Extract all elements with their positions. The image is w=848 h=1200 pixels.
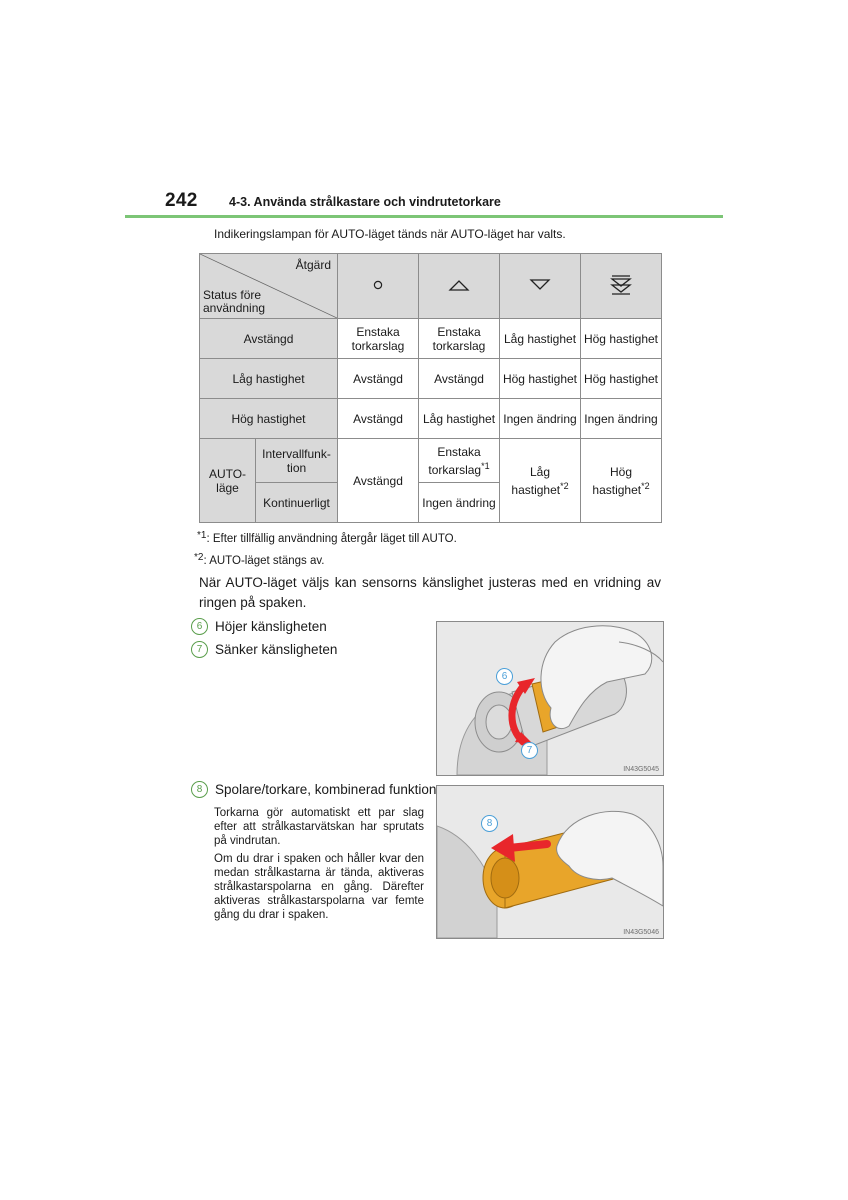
table-header-row: [200, 254, 662, 319]
table-cell: Hög hastighet: [581, 359, 662, 399]
up-symbol-header: [419, 254, 500, 319]
mist-symbol-header: [338, 254, 419, 319]
illustration-code: IN43G5046: [623, 929, 659, 936]
footnote-ref: *2: [560, 480, 569, 491]
table-cell: [581, 439, 662, 523]
table-cell: Ingen ändring: [581, 399, 662, 439]
list-item-text: Höjer känsligheten: [215, 619, 327, 634]
row-sublabel-interval: Intervallfunk-tion: [256, 439, 338, 483]
item8-paragraph-1: Torkarna gör automatiskt ett par slag efter att strålkastarvätskan har sprutats på vindrutan.: [214, 807, 424, 847]
number-badge: 6: [191, 618, 208, 635]
row-label-auto: AUTO-läge: [200, 439, 256, 523]
list-item-6: [191, 618, 327, 635]
list-item-text: Spolare/torkare, kombinerad funktion: [215, 782, 437, 797]
table-cell: Avstängd: [419, 359, 500, 399]
footnote-text: : AUTO-läget stängs av.: [203, 555, 325, 567]
corner-bottom-label: Status före användning: [203, 288, 266, 315]
cell-text: Hög hastighet: [592, 464, 642, 497]
row-sublabel-continuous: Kontinuerligt: [256, 483, 338, 523]
table-cell: [500, 439, 581, 523]
row-label-lag: Låg hastighet: [200, 359, 338, 399]
table-cell: Ingen ändring: [419, 483, 500, 523]
footnote-text: : Efter tillfällig användning återgår läget till AUTO.: [206, 533, 457, 545]
row-label-avstangd: Avstängd: [200, 319, 338, 359]
table-cell: Avstängd: [338, 399, 419, 439]
intro-text: Indikeringslampan för AUTO-läget tänds när AUTO-läget har valts.: [214, 227, 566, 241]
page-number: 242: [165, 190, 198, 211]
lever-down-icon: [529, 278, 551, 292]
footnote-ref: *2: [641, 480, 650, 491]
footnote-1: [197, 530, 457, 545]
header-rule: [125, 215, 723, 218]
callout-7: 7: [521, 742, 538, 759]
footnote-2: [194, 552, 324, 567]
callout-8: 8: [481, 815, 498, 832]
table-cell: Ingen ändring: [500, 399, 581, 439]
table-cell: Hög hastighet: [581, 319, 662, 359]
table-cell: Låg hastighet: [419, 399, 500, 439]
mist-icon: [372, 279, 384, 291]
table-cell: Enstaka torkarslag: [419, 319, 500, 359]
table-row: [200, 319, 662, 359]
table-cell: Hög hastighet: [500, 359, 581, 399]
table-row: [200, 399, 662, 439]
double-down-symbol-header: [581, 254, 662, 319]
sensitivity-paragraph: När AUTO-läget väljs kan sensorns känslighet justeras med en vridning av ringen på spaken.: [199, 575, 661, 610]
table-cell: Enstaka torkarslag: [338, 319, 419, 359]
wiper-operation-table: [199, 253, 662, 523]
illustration-code: IN43G5045: [623, 766, 659, 773]
item8-paragraph-2: Om du drar i spaken och håller kvar den medan strålkastarna är tända, aktiveras strålkastarspolarna en gång. Därefter aktiveras strålkastarspolarna var femte gång du drar i spaken.: [214, 853, 424, 921]
table-row: [200, 359, 662, 399]
illustration-washer-pull: [436, 785, 664, 939]
table-cell: Avstängd: [338, 359, 419, 399]
table-cell: Låg hastighet: [500, 319, 581, 359]
lever-double-down-icon: [610, 274, 632, 296]
footnote-mark: *1: [197, 530, 207, 541]
row-label-hog: Hög hastighet: [200, 399, 338, 439]
number-badge: 8: [191, 781, 208, 798]
footnote-ref: *1: [481, 460, 490, 471]
washer-pull-illustration: [437, 786, 663, 938]
corner-top-label: Åtgärd: [295, 258, 331, 272]
list-item-8: [191, 781, 436, 798]
down-symbol-header: [500, 254, 581, 319]
ring-rotation-illustration: [437, 622, 663, 775]
table-cell: Avstängd: [338, 439, 419, 523]
number-badge: 7: [191, 641, 208, 658]
lever-up-icon: [448, 278, 470, 292]
table-cell: [419, 439, 500, 483]
illustration-sensitivity-ring: [436, 621, 664, 776]
callout-6: 6: [496, 668, 513, 685]
footnote-mark: *2: [194, 552, 204, 563]
table-row: [200, 439, 662, 483]
list-item-text: Sänker känsligheten: [215, 642, 338, 657]
section-title: 4-3. Använda strålkastare och vindrutetorkare: [229, 195, 501, 209]
cell-text: Låg hastighet: [511, 464, 561, 497]
list-item-7: [191, 641, 337, 658]
table-corner-cell: [200, 254, 338, 319]
cell-text: Enstaka torkarslag: [428, 444, 482, 477]
